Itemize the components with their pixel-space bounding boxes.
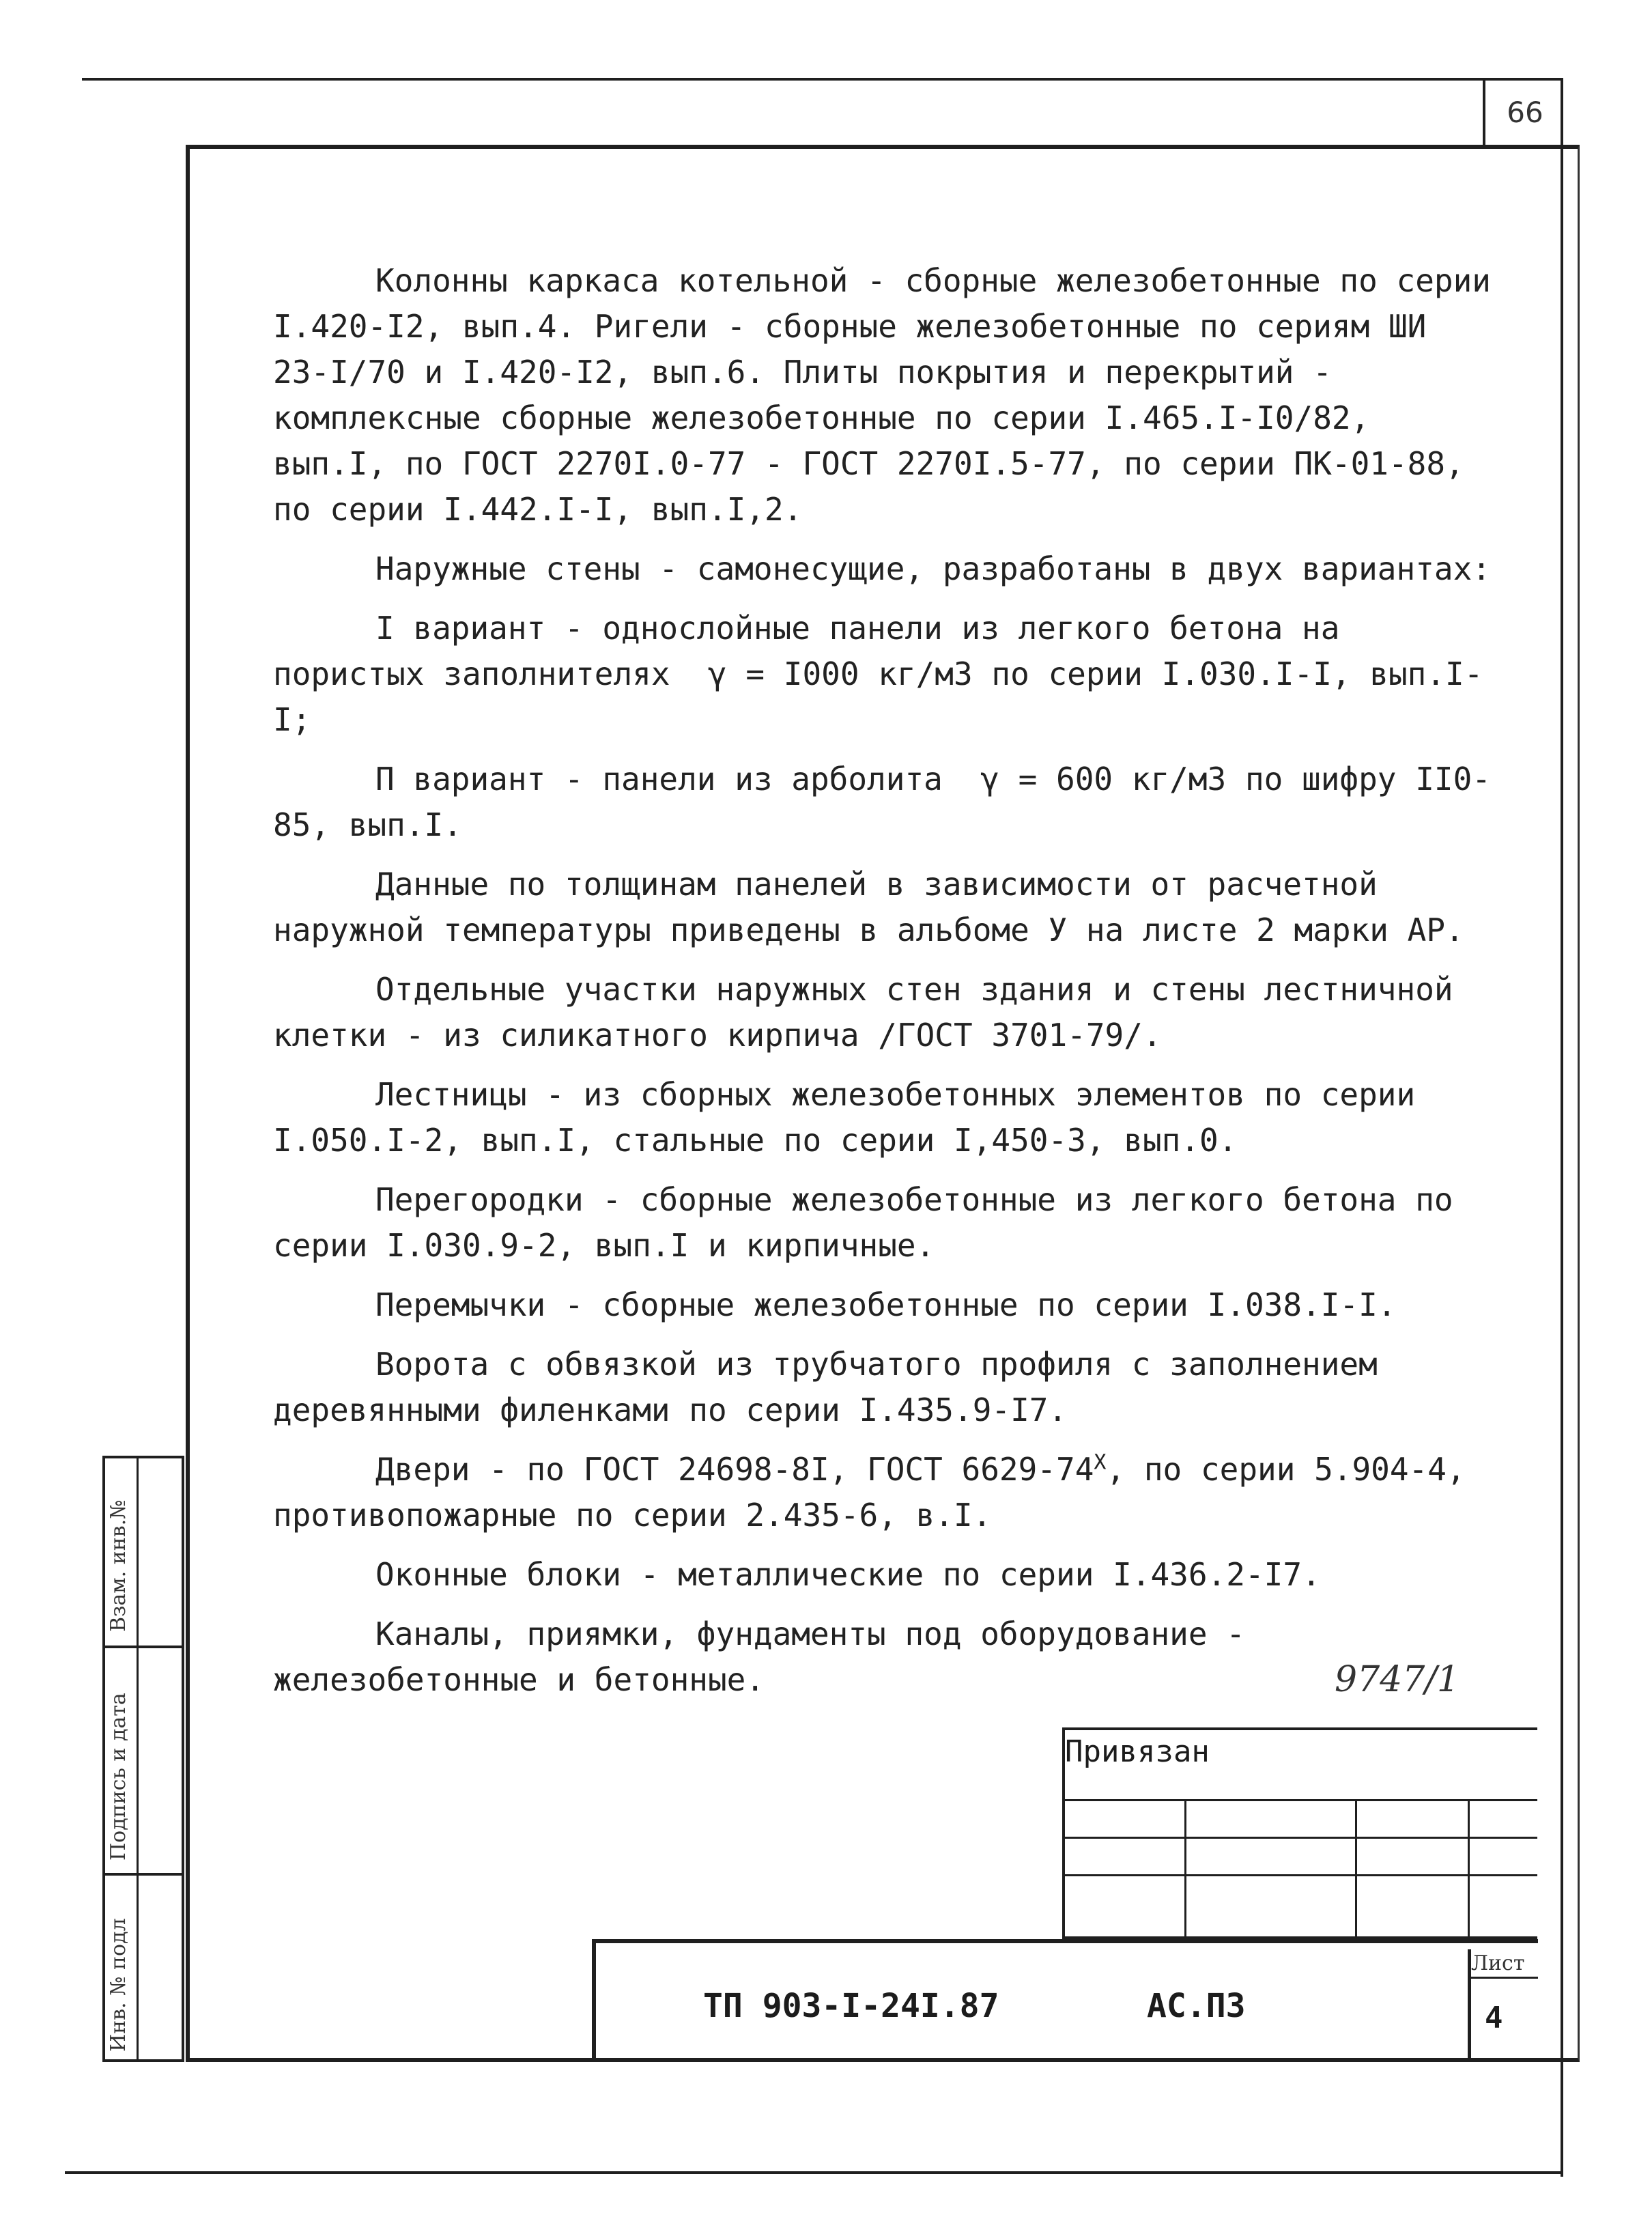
stamp-rule (1062, 1837, 1537, 1839)
sheet-number: 4 (1485, 2001, 1503, 2035)
project-code: ТП 903-I-24I.87 (703, 1987, 999, 2025)
side-col-rule (102, 1873, 184, 1876)
doors-superscript: X (1094, 1450, 1107, 1475)
paragraph: П вариант - панели из арболита γ = 600 кг/м3 по шифру II0-85, вып.I. (273, 761, 1491, 843)
page-number: 66 (1483, 79, 1565, 147)
doors-text: Двери - по ГОСТ 24698-8I, ГОСТ 6629-74 (375, 1451, 1094, 1488)
paragraph: Отдельные участки наружных стен здания и стены лестничной клетки - из силикатного кирпича /ГОСТ 3701-79/. (273, 971, 1472, 1054)
stamp-col (1355, 1799, 1357, 1939)
paragraph: Перегородки - сборные железобетонные из легкого бетона по серии I.030.9-2, вып.I и кирпичные. (273, 1181, 1472, 1264)
paragraph: Оконные блоки - металлические по серии I.436.2-I7. (375, 1556, 1321, 1593)
stamp-rule (1062, 1799, 1537, 1801)
paragraph: Каналы, приямки, фундаменты под оборудование - железобетонные и бетонные. (273, 1615, 1264, 1698)
paragraph: Перемычки - сборные железобетонные по серии I.038.I-I. (375, 1286, 1397, 1323)
stamp-col (1468, 1799, 1470, 1939)
paragraph: Ворота с обвязкой из трубчатого профиля с заполнением деревянными филенками по серии I.435.9-I7. (273, 1346, 1397, 1428)
bottom-rule (65, 2171, 1563, 2174)
top-rule (82, 78, 1563, 81)
document-body (273, 258, 1510, 1717)
sheet-cell-rule (1468, 1977, 1538, 1979)
doors-text-tail: , по серии 5.904-4, противопожарные по серии 2.435-6, в.I. (273, 1451, 1485, 1534)
paragraph: Колонны каркаса котельной - сборные железобетонные по серии I.420-I2, вып.4. Ригели - сборные железобетонные по сериям ШИ 23-I/70 и I.420-I2, вып.6. Плиты покрытия и перекрытий - комплексные сборные железобетонные по серии I.465.I-I0/82, вып.I, по ГОСТ 2270I.0-77 - ГОСТ 2270I.5-77, по серии ПК-01-88, по серии I.442.I-I, вып.I,2. (273, 262, 1510, 528)
handwritten-number: 9747/1 (1335, 1659, 1459, 1700)
paragraph: Данные по толщинам панелей в зависимости от расчетной наружной температуры приведены в альбоме У на листе 2 марки АР. (273, 866, 1464, 948)
label-inv-replace: Взам. инв.№ (106, 1499, 130, 1632)
stamp-rule (1062, 1874, 1537, 1876)
paragraph: Лестницы - из сборных железобетонных элементов по серии I.050.I-2, вып.I, стальные по серии I,450-3, вып.0. (273, 1076, 1434, 1159)
label-inv-orig: Инв. № подл (106, 1918, 130, 2052)
paragraph: I вариант - однослойные панели из легкого бетона на пористых заполнителях γ = I000 кг/м3 по серии I.030.I-I, вып.I-I; (273, 610, 1483, 738)
drawing-mark: АС.ПЗ (1147, 1987, 1246, 2025)
sheet-label: Лист (1471, 1951, 1525, 1975)
stamp-title: Привязан (1065, 1734, 1210, 1769)
stamp-col (1184, 1799, 1186, 1939)
side-col-rule (102, 1646, 184, 1648)
side-col-divider (137, 1456, 139, 2062)
paragraph-doors (273, 1447, 1495, 1538)
label-sign-date: Подпись и дата (106, 1693, 130, 1861)
paragraph: Наружные стены - самонесущие, разработаны в двух вариантах: (375, 550, 1491, 587)
